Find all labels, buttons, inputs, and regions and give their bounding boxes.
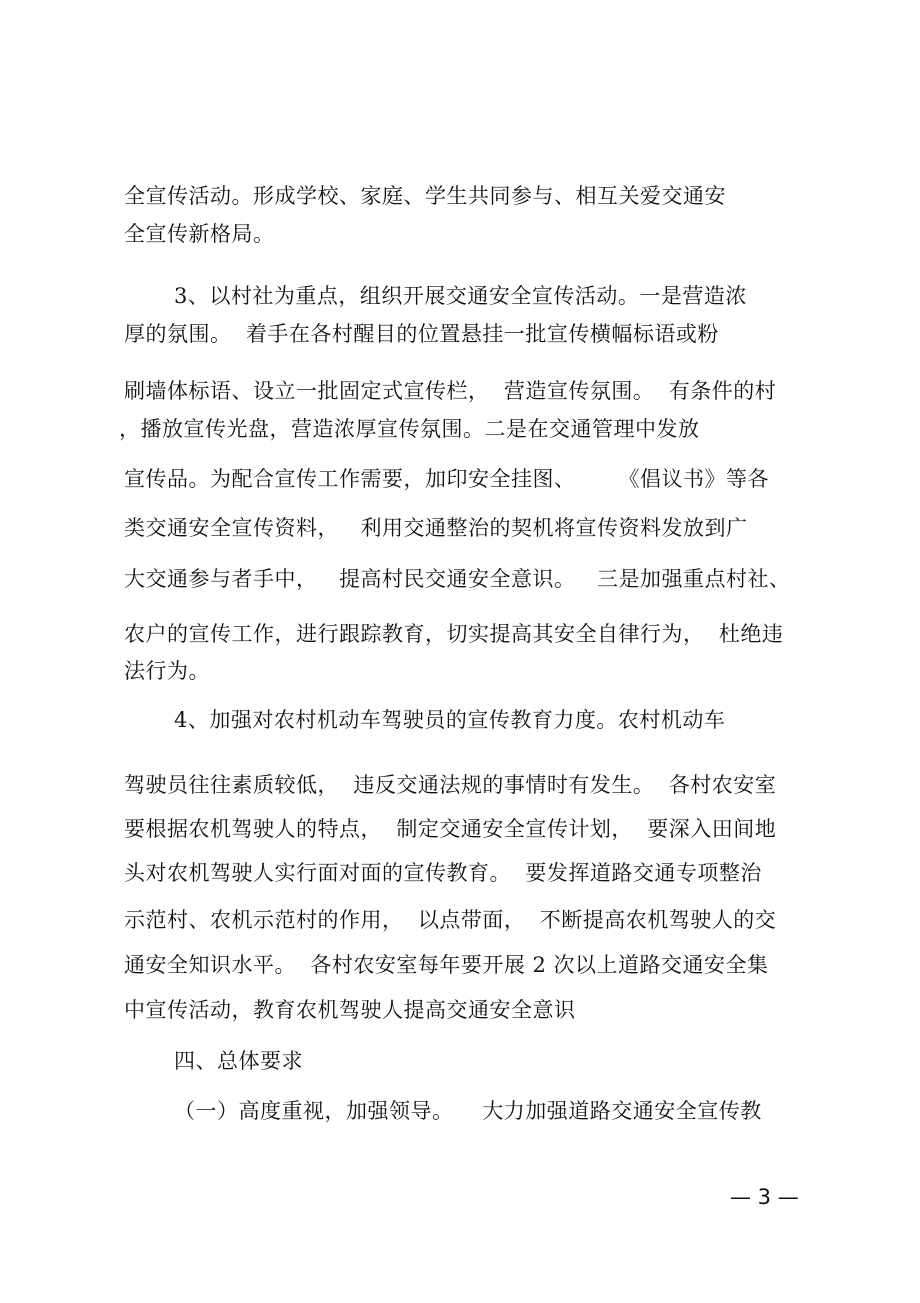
page-number: — 3 — [730, 1185, 799, 1209]
text-line: （一）高度重视，加强领导。 大力加强道路交通安全宣传教 [174, 1099, 762, 1123]
text-line: 驾驶员往往素质较低， 违反交通法规的事情时有发生。 各村农安室 [124, 773, 777, 797]
text-line: 农户的宣传工作，进行跟踪教育，切实提高其安全自律行为， 杜绝违 [124, 622, 784, 646]
text-line: 示范村、农机示范村的作用， 以点带面， 不断提高农机驾驶人的交 [124, 908, 777, 932]
text-line: 全宣传活动。形成学校、家庭、学生共同参与、相互关爱交通安 [124, 184, 726, 208]
text-line: 通安全知识水平。 各村农安室每年要开展 2 次以上道路交通安全集 [124, 953, 769, 977]
text-line: 大交通参与者手中， 提高村民交通安全意识。 三是加强重点村社、 [124, 567, 791, 591]
text-line: 全宣传新格局。 [124, 222, 275, 246]
text-line: 头对农机驾驶人实行面对面的宣传教育。 要发挥道路交通专项整治 [124, 861, 762, 885]
text-line: 3、以村社为重点，组织开展交通安全宣传活动。一是营造浓 [174, 284, 747, 308]
text-line: 厚的氛围。 着手在各村醒目的位置悬挂一批宣传横幅标语或粉 [124, 322, 719, 346]
text-line: 中宣传活动，教育农机驾驶人提高交通安全意识 [124, 998, 576, 1022]
text-line: ，播放宣传光盘，营造浓厚宣传氛围。二是在交通管理中发放 [119, 417, 700, 441]
text-line: 法行为。 [124, 659, 210, 683]
text-line: 类交通安全宣传资料， 利用交通整治的契机将宣传资料发放到广 [124, 516, 748, 540]
text-line: 要根据农机驾驶人的特点， 制定交通安全宣传计划， 要深入田间地 [124, 817, 777, 841]
text-line: 4、加强对农村机动车驾驶员的宣传教育力度。农村机动车 [174, 708, 726, 732]
text-line: 宣传品。为配合宣传工作需要，加印安全挂图、 《倡议书》等各 [124, 467, 770, 491]
text-line: 刷墙体标语、设立一批固定式宣传栏， 营造宣传氛围。 有条件的村 [124, 379, 777, 403]
section-heading: 四、总体要求 [174, 1049, 303, 1073]
